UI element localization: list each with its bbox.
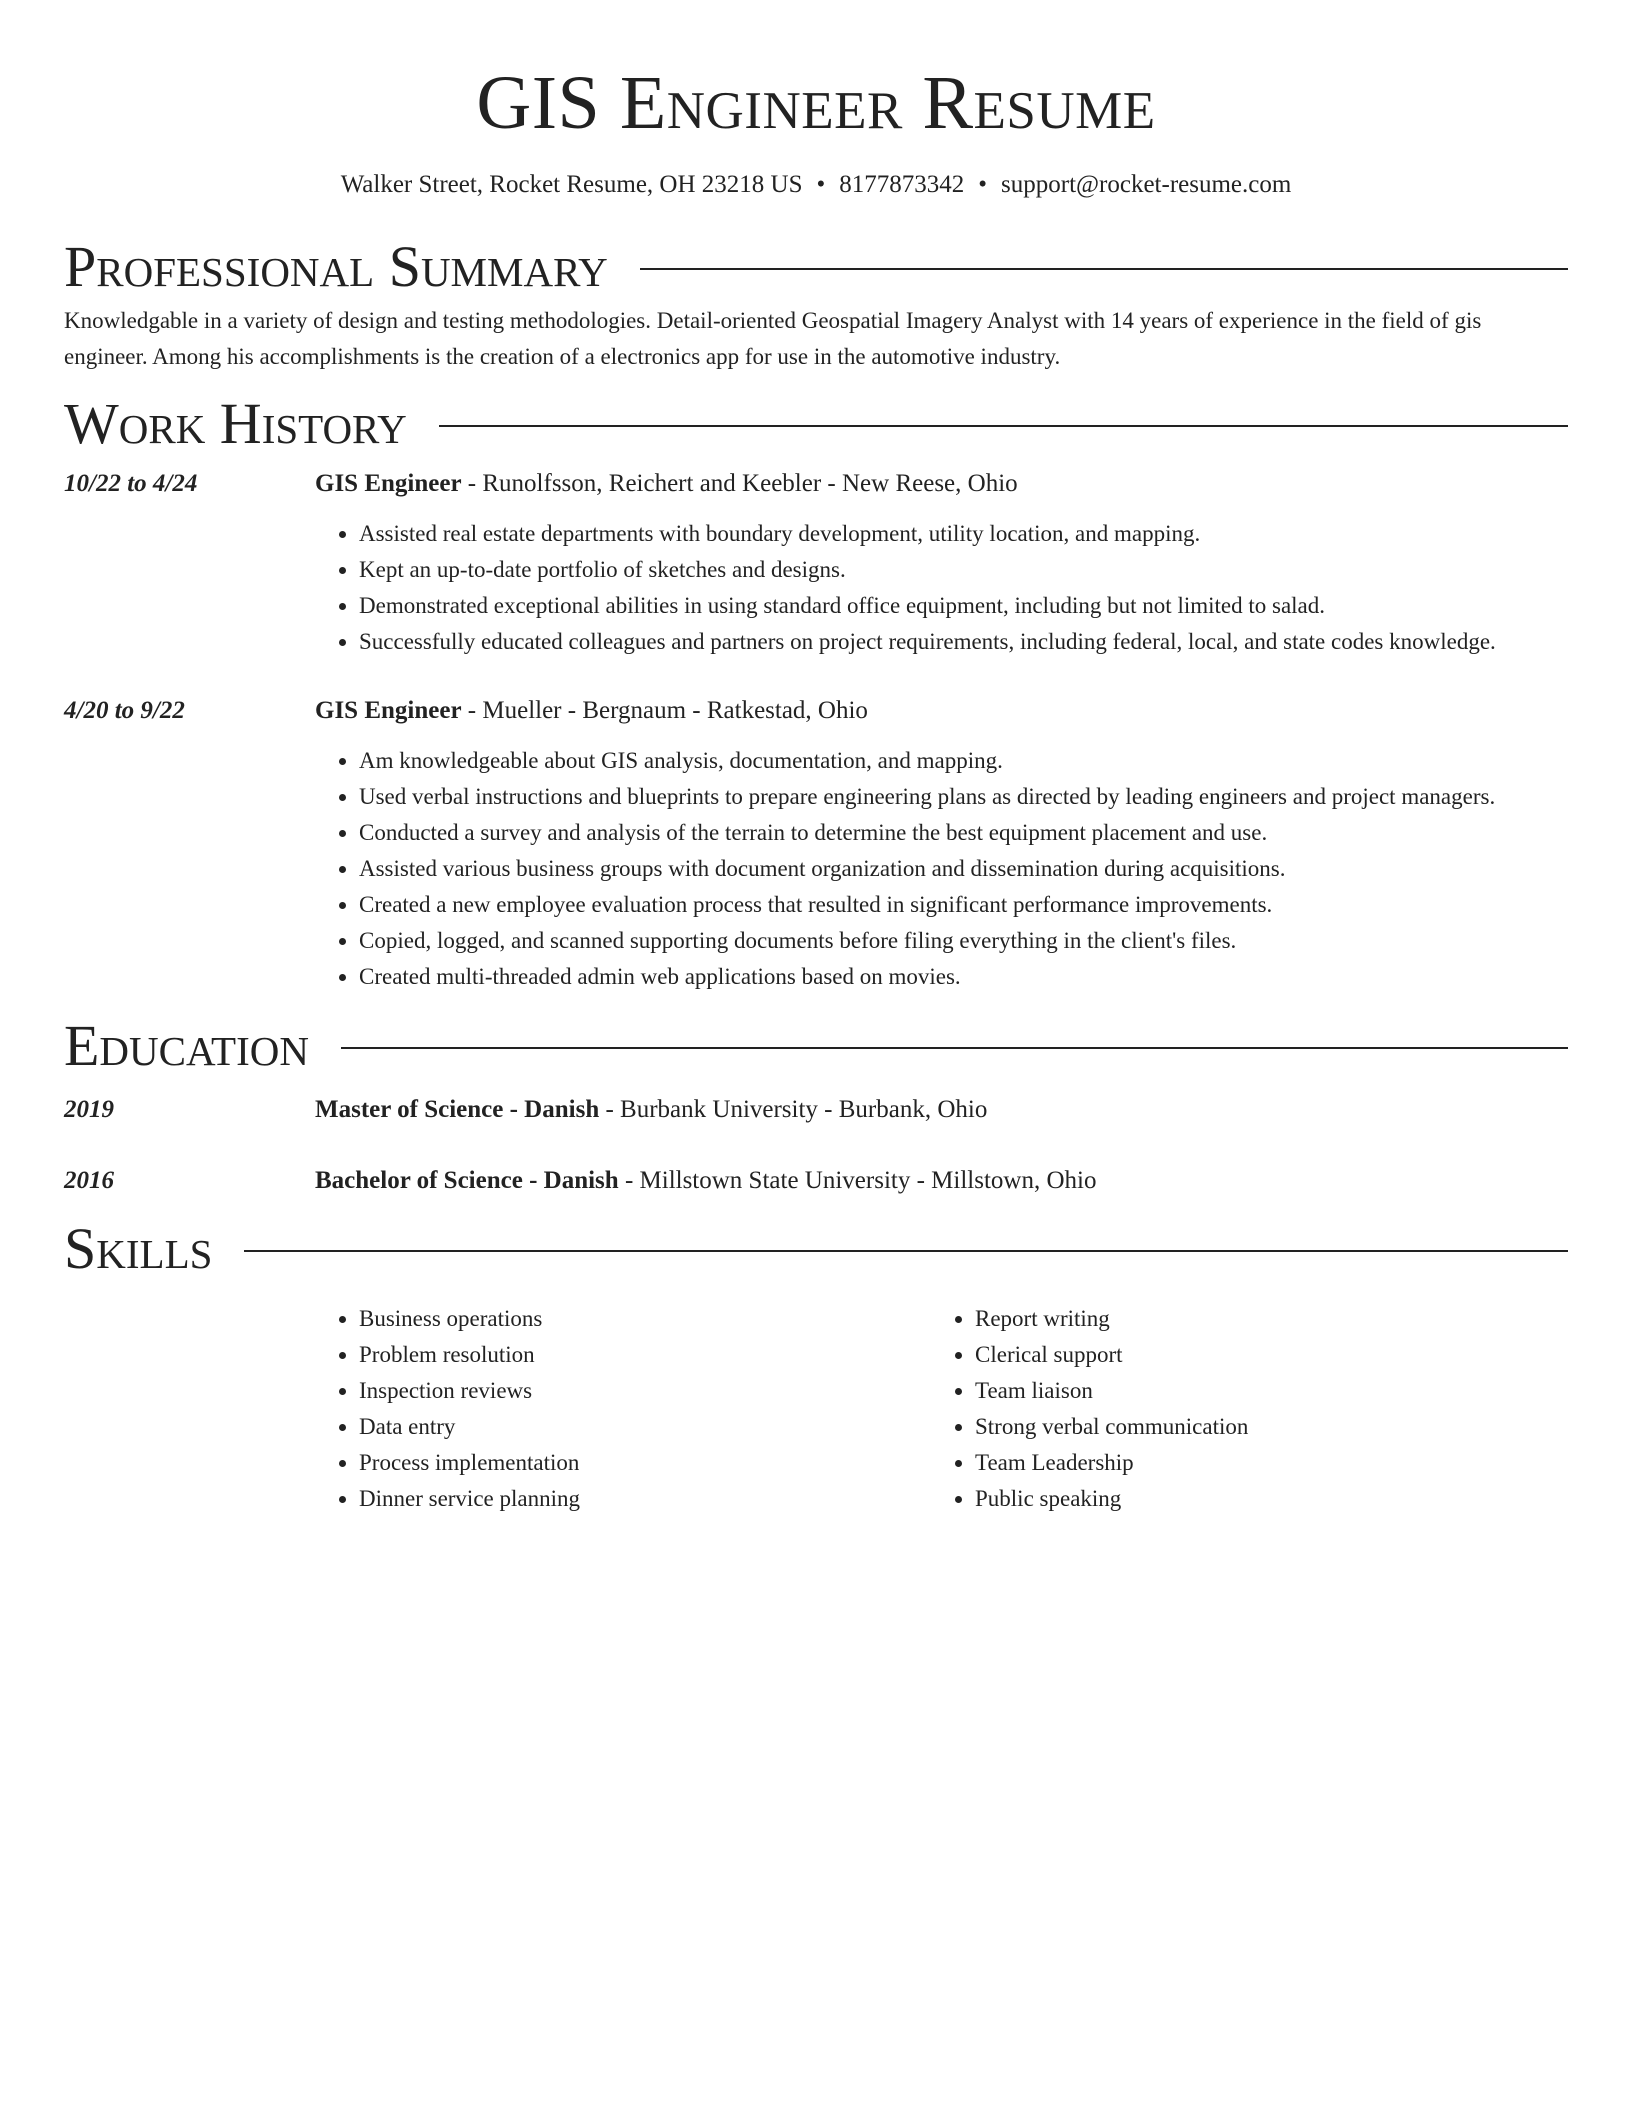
section-skills-header bbox=[64, 1215, 1568, 1283]
skill-item: • Process implementation bbox=[359, 1445, 931, 1481]
skill-item: • Inspection reviews bbox=[359, 1373, 931, 1409]
degree: Master of Science - Danish bbox=[315, 1096, 600, 1123]
list-item: • Used verbal instructions and blueprints to prepare engineering plans as directed by leading engineers and project managers. bbox=[359, 779, 1568, 815]
job-heading bbox=[315, 693, 1568, 729]
skill-item: • Business operations bbox=[359, 1301, 931, 1337]
job-details: - Runolfsson, Reichert and Keebler - New Reese, Ohio bbox=[461, 470, 1018, 497]
section-work-header bbox=[64, 390, 1568, 458]
email: support@rocket-resume.com bbox=[1001, 171, 1292, 198]
skill-item: • Problem resolution bbox=[359, 1337, 931, 1373]
job-title: GIS Engineer bbox=[315, 697, 462, 724]
section-education-header bbox=[64, 1012, 1568, 1080]
degree: Bachelor of Science - Danish bbox=[315, 1167, 619, 1194]
list-item: • Created a new employee evaluation process that resulted in significant performance improvements. bbox=[359, 887, 1568, 923]
education-entry bbox=[64, 1092, 1568, 1128]
skill-item: • Team Leadership bbox=[975, 1445, 1547, 1481]
section-title-summary: Professional Summary bbox=[64, 234, 608, 299]
list-item: • Assisted various business groups with document organization and dissemination during acquisitions. bbox=[359, 851, 1568, 887]
resume-page bbox=[64, 0, 1568, 1517]
section-divider bbox=[341, 1047, 1568, 1049]
section-divider bbox=[439, 425, 1568, 427]
skills-grid bbox=[315, 1301, 1568, 1517]
section-title-work: Work History bbox=[64, 391, 407, 456]
address: Walker Street, Rocket Resume, OH 23218 US bbox=[340, 171, 803, 198]
job-bullets bbox=[315, 743, 1568, 995]
skill-item: • Clerical support bbox=[975, 1337, 1547, 1373]
education-year: 2019 bbox=[64, 1096, 114, 1123]
education-details: - Millstown State University - Millstown, Ohio bbox=[618, 1167, 1097, 1194]
education-heading bbox=[315, 1163, 1568, 1199]
section-title-education: Education bbox=[64, 1013, 309, 1078]
job-title: GIS Engineer bbox=[315, 470, 462, 497]
resume-title: GIS Engineer Resume bbox=[476, 61, 1156, 145]
list-item: • Demonstrated exceptional abilities in using standard office equipment, including but not limited to salad. bbox=[359, 588, 1568, 624]
education-details: - Burbank University - Burbank, Ohio bbox=[599, 1096, 988, 1123]
section-divider bbox=[640, 268, 1568, 270]
section-divider bbox=[244, 1250, 1568, 1252]
skill-item: • Data entry bbox=[359, 1409, 931, 1445]
skill-item: • Team liaison bbox=[975, 1373, 1547, 1409]
list-item: • Conducted a survey and analysis of the terrain to determine the best equipment placement and use. bbox=[359, 815, 1568, 851]
education-year: 2016 bbox=[64, 1167, 114, 1194]
section-summary-header bbox=[64, 233, 1568, 301]
skills-column-left bbox=[315, 1301, 931, 1517]
education-entry bbox=[64, 1163, 1568, 1199]
job-dates: 4/20 to 9/22 bbox=[64, 697, 185, 724]
list-item: • Copied, logged, and scanned supporting documents before filing everything in the client's files. bbox=[359, 923, 1568, 959]
skill-item: • Report writing bbox=[975, 1301, 1547, 1337]
separator-dot: • bbox=[978, 171, 988, 198]
summary-text: Knowledgable in a variety of design and testing methodologies. Detail-oriented Geospatial Imagery Analyst with 14 years of experience in the field of gis engineer. Among his accomplishments is the creation of a electronics app for use in the automotive industry. bbox=[64, 308, 1482, 369]
job-dates: 10/22 to 4/24 bbox=[64, 470, 198, 497]
education-heading bbox=[315, 1092, 1568, 1128]
list-item: • Kept an up-to-date portfolio of sketches and designs. bbox=[359, 552, 1568, 588]
separator-dot: • bbox=[816, 171, 826, 198]
job-body bbox=[315, 693, 1568, 995]
job-entry bbox=[64, 693, 1568, 995]
education-body bbox=[315, 1163, 1568, 1199]
list-item: • Created multi-threaded admin web applications based on movies. bbox=[359, 959, 1568, 995]
skill-item: • Dinner service planning bbox=[359, 1481, 931, 1517]
job-entry bbox=[64, 466, 1568, 660]
skill-item: • Strong verbal communication bbox=[975, 1409, 1547, 1445]
job-bullets bbox=[315, 516, 1568, 660]
phone: 8177873342 bbox=[839, 171, 965, 198]
skill-item: • Public speaking bbox=[975, 1481, 1547, 1517]
job-body bbox=[315, 466, 1568, 660]
education-body bbox=[315, 1092, 1568, 1128]
job-heading bbox=[315, 466, 1568, 502]
list-item: • Successfully educated colleagues and partners on project requirements, including federal, local, and state codes knowledge. bbox=[359, 624, 1568, 660]
job-details: - Mueller - Bergnaum - Ratkestad, Ohio bbox=[461, 697, 868, 724]
skills-column-right bbox=[931, 1301, 1547, 1517]
list-item: • Am knowledgeable about GIS analysis, documentation, and mapping. bbox=[359, 743, 1568, 779]
list-item: • Assisted real estate departments with boundary development, utility location, and mapping. bbox=[359, 516, 1568, 552]
contact-line bbox=[64, 168, 1568, 202]
section-title-skills: Skills bbox=[64, 1216, 213, 1281]
